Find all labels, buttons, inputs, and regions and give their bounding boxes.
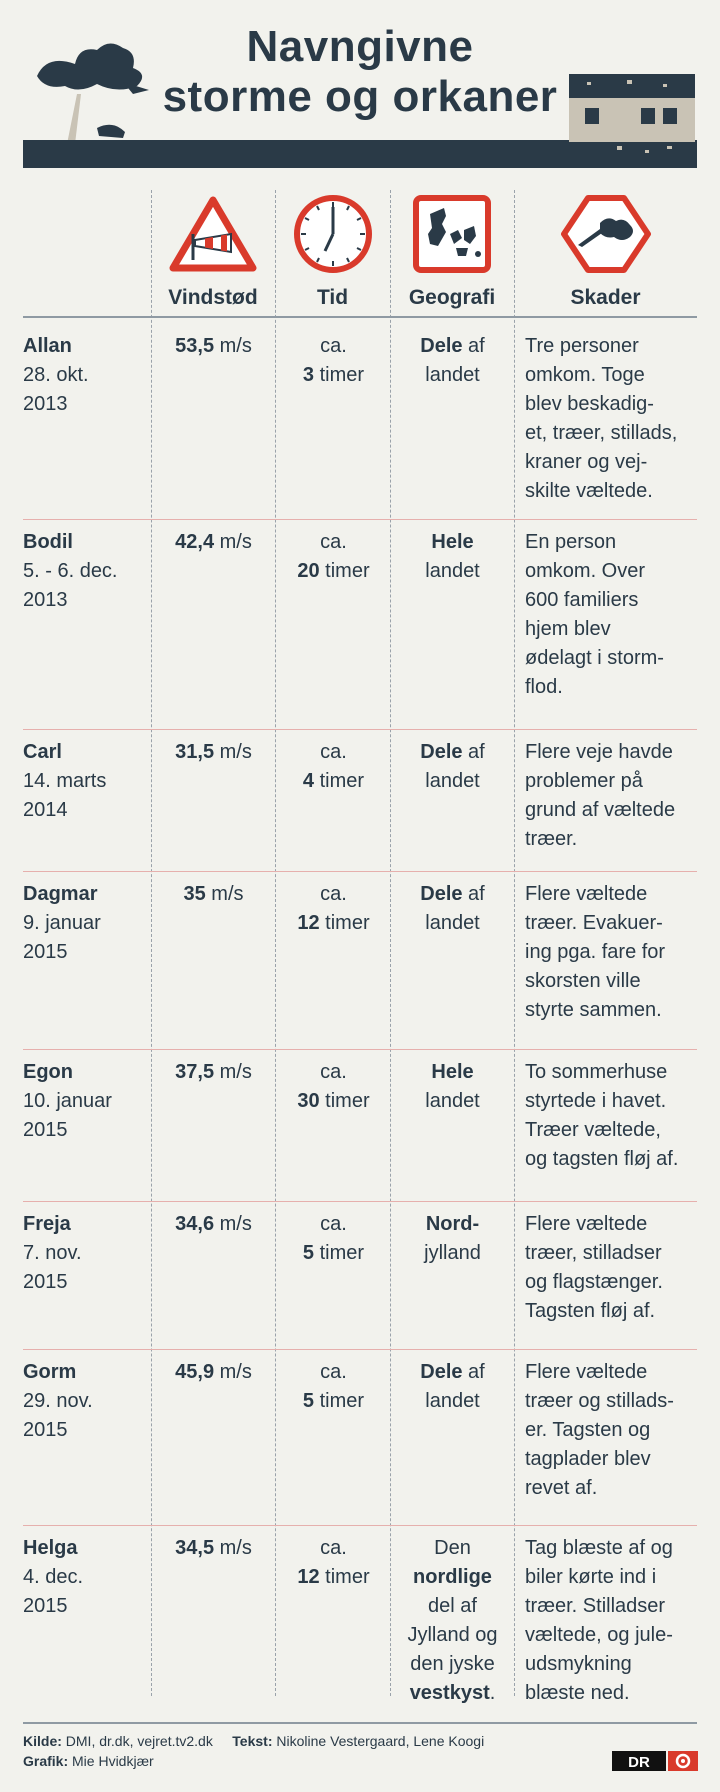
time-value: 5 (302, 1242, 315, 1264)
time-column-icon (275, 190, 390, 278)
damage-line: Tag blæste af og (525, 1537, 673, 1559)
damage-line: problemer på (525, 770, 643, 792)
storm-name: Gorm (23, 1361, 77, 1383)
geo-text: landet (425, 1090, 480, 1112)
damage-line: træer og stillads- (525, 1390, 674, 1412)
geo-text: Hele (431, 531, 474, 553)
damage-line: blev beskadig- (525, 393, 654, 415)
damage-column-icon (514, 190, 697, 278)
storm-date: 10. januar (23, 1090, 112, 1112)
geo-line (391, 767, 514, 796)
damage-line: træer. Stilladser (525, 1595, 666, 1617)
windsock-warning-icon (169, 194, 257, 274)
table-row (23, 1050, 697, 1202)
time-unit: timer (325, 912, 370, 934)
geo-line (391, 738, 514, 767)
table-row (23, 1350, 697, 1526)
time-prefix: ca. (320, 1537, 347, 1559)
column-header-geo: Geografi (408, 286, 496, 309)
time-value: 12 (297, 1566, 320, 1588)
geography-cell (391, 1210, 514, 1268)
dr-logo-text: DR (628, 1754, 650, 1771)
storm-date: 2015 (23, 941, 68, 963)
damage-line: Tre personer (525, 335, 639, 357)
source-text: DMI, dr.dk, vejret.tv2.dk (65, 1733, 213, 1749)
wind-column-icon (151, 190, 275, 278)
storm-name-cell (23, 1358, 151, 1445)
damage-cell (525, 1358, 701, 1503)
geo-line (391, 1650, 514, 1679)
duration-cell (276, 1058, 391, 1116)
time-value: 3 (302, 364, 315, 386)
geo-line (391, 1387, 514, 1416)
geo-line (391, 1592, 514, 1621)
wind-gust-cell (151, 738, 276, 767)
time-unit: timer (319, 1390, 365, 1412)
time-unit: timer (319, 1242, 365, 1264)
time-prefix: ca. (320, 1361, 347, 1383)
geo-column-icon (390, 190, 514, 278)
geo-text: den jyske (410, 1653, 495, 1675)
geo-line (391, 1358, 514, 1387)
wind-gust-cell (151, 1358, 276, 1387)
storm-name: Bodil (23, 531, 73, 553)
damage-line: omkom. Toge (525, 364, 645, 386)
wind-unit: m/s (219, 1213, 252, 1235)
wind-unit: m/s (219, 1537, 252, 1559)
geo-text: af (462, 1361, 485, 1383)
credits-line-1 (23, 1731, 484, 1751)
damage-line: ing pga. fare for (525, 941, 666, 963)
damage-line: Tagsten fløj af. (525, 1300, 656, 1322)
damage-cell (525, 738, 701, 854)
column-header-damage: Skader (570, 286, 641, 309)
damage-line: revet af. (525, 1477, 598, 1499)
geo-text: af (462, 741, 485, 763)
time-value: 20 (297, 560, 320, 582)
storm-date: 2015 (23, 1595, 68, 1617)
wind-value: 34,5 (175, 1537, 215, 1559)
duration-cell (276, 1534, 391, 1592)
damage-line: styrte sammen. (525, 999, 662, 1021)
header-divider (23, 316, 697, 318)
time-prefix: ca. (320, 741, 347, 763)
geo-text: landet (425, 1390, 480, 1412)
geo-line (391, 1534, 514, 1563)
time-prefix: ca. (320, 1061, 347, 1083)
storm-name-cell (23, 1210, 151, 1297)
storm-name: Allan (23, 335, 72, 357)
storm-date: 29. nov. (23, 1390, 93, 1412)
duration-cell (276, 528, 391, 586)
time-prefix: ca. (320, 335, 347, 357)
geo-text: Dele (420, 1361, 463, 1383)
storm-name-cell (23, 332, 151, 419)
time-value: 12 (297, 912, 320, 934)
wind-value: 37,5 (175, 1061, 215, 1083)
geo-text: landet (425, 912, 480, 934)
geo-text: . (489, 1682, 496, 1704)
duration-cell (276, 1210, 391, 1268)
text-label: Tekst: (232, 1733, 273, 1749)
damage-line: skilte væltede. (525, 480, 653, 502)
wind-gust-cell (151, 880, 276, 909)
duration-cell (276, 332, 391, 390)
storm-name-cell (23, 1534, 151, 1621)
geo-text: jylland (424, 1242, 481, 1264)
storm-date: 2015 (23, 1419, 68, 1441)
damage-line: grund af væltede (525, 799, 676, 821)
geo-line (391, 1679, 514, 1708)
damage-line: træer. (525, 828, 578, 850)
storm-name-cell (23, 880, 151, 967)
table-row (23, 872, 697, 1050)
storm-name: Dagmar (23, 883, 98, 905)
graphic-label: Grafik: (23, 1753, 69, 1769)
geo-text: Dele (420, 883, 463, 905)
geo-line (391, 1058, 514, 1087)
denmark-map-icon (412, 194, 492, 274)
damage-cell (525, 1534, 701, 1708)
storm-date: 28. okt. (23, 364, 89, 386)
geo-text: landet (425, 364, 480, 386)
text-credit: Nikoline Vestergaard, Lene Koogi (276, 1733, 485, 1749)
storm-name: Helga (23, 1537, 78, 1559)
damage-line: tagplader blev (525, 1448, 651, 1470)
table-row (23, 324, 697, 520)
dr-logo (612, 1749, 698, 1773)
geo-text: Jylland og (407, 1624, 498, 1646)
geo-line (391, 1563, 514, 1592)
wind-gust-cell (151, 1210, 276, 1239)
credits-line-2 (23, 1751, 484, 1771)
damage-line: hjem blev (525, 618, 611, 640)
geo-text: Nord- (425, 1213, 480, 1235)
damage-line: kraner og vej- (525, 451, 648, 473)
storm-name: Carl (23, 741, 62, 763)
damage-line: Flere veje havde (525, 741, 673, 763)
title-line-1: Navngivne (246, 22, 474, 71)
time-value: 5 (302, 1390, 315, 1412)
storm-name-cell (23, 1058, 151, 1145)
footer-credits (23, 1731, 484, 1771)
storm-date: 2015 (23, 1271, 68, 1293)
time-value: 30 (297, 1090, 320, 1112)
geo-text: nordlige (413, 1566, 492, 1588)
geo-line (391, 332, 514, 361)
geo-line (391, 1210, 514, 1239)
duration-cell (276, 1358, 391, 1416)
source-label: Kilde: (23, 1733, 62, 1749)
storm-date: 2014 (23, 799, 68, 821)
geography-cell (391, 332, 514, 390)
graphic-credit: Mie Hvidkjær (72, 1753, 154, 1769)
geo-line (391, 361, 514, 390)
storm-name-cell (23, 528, 151, 615)
storm-date: 2015 (23, 1119, 68, 1141)
damage-line: træer. Evakuer- (525, 912, 663, 934)
geo-text: af (462, 335, 485, 357)
geo-text: del af (428, 1595, 477, 1617)
geo-text: landet (425, 560, 480, 582)
time-prefix: ca. (320, 531, 347, 553)
wind-unit: m/s (219, 1061, 252, 1083)
geography-cell (391, 1358, 514, 1416)
damage-cell (525, 332, 701, 506)
damage-line: biler kørte ind i (525, 1566, 657, 1588)
damage-line: flod. (525, 676, 563, 698)
geo-line (391, 1087, 514, 1116)
damage-line: Flere væltede (525, 1361, 648, 1383)
table-row (23, 1202, 697, 1350)
geo-line (391, 880, 514, 909)
geo-line (391, 909, 514, 938)
footer-divider (23, 1722, 697, 1724)
damage-line: et, træer, stillads, (525, 422, 678, 444)
storm-date: 4. dec. (23, 1566, 84, 1588)
wind-unit: m/s (219, 335, 252, 357)
damage-line: og flagstænger. (525, 1271, 663, 1293)
wind-value: 35 (183, 883, 206, 905)
damage-line: blæste ned. (525, 1682, 630, 1704)
wind-unit: m/s (211, 883, 244, 905)
geography-cell (391, 880, 514, 938)
time-unit: timer (319, 770, 365, 792)
table-row (23, 520, 697, 730)
storm-name-cell (23, 738, 151, 825)
damage-cell (525, 1210, 701, 1326)
storm-date: 2013 (23, 393, 68, 415)
wind-gust-cell (151, 1058, 276, 1087)
geo-text: Dele (420, 335, 463, 357)
wind-gust-cell (151, 332, 276, 361)
wind-gust-cell (151, 1534, 276, 1563)
damage-line: 600 familiers (525, 589, 639, 611)
table-row (23, 730, 697, 872)
geo-text: af (462, 883, 485, 905)
geo-text: landet (425, 770, 480, 792)
damage-line: træer, stilladser (525, 1242, 662, 1264)
storm-date: 7. nov. (23, 1242, 82, 1264)
fallen-tree-icon (560, 193, 652, 275)
storm-name: Egon (23, 1061, 73, 1083)
time-unit: timer (325, 560, 370, 582)
wind-unit: m/s (219, 741, 252, 763)
damage-line: er. Tagsten og (525, 1419, 651, 1441)
time-unit: timer (319, 364, 365, 386)
damage-line: skorsten ville (525, 970, 641, 992)
storm-date: 5. - 6. dec. (23, 560, 118, 582)
duration-cell (276, 880, 391, 938)
time-prefix: ca. (320, 883, 347, 905)
damage-line: Træer væltede, (525, 1119, 661, 1141)
damage-cell (525, 528, 701, 702)
storm-date: 14. marts (23, 770, 107, 792)
storm-table (23, 190, 697, 1704)
geo-line (391, 1239, 514, 1268)
title-line-2: storme og orkaner (162, 72, 558, 121)
column-header-time: Tid (316, 286, 349, 309)
damage-line: omkom. Over (525, 560, 646, 582)
wind-gust-cell (151, 528, 276, 557)
geo-text: Den (434, 1537, 471, 1559)
damage-cell (525, 1058, 701, 1174)
geo-line (391, 1621, 514, 1650)
wind-value: 45,9 (175, 1361, 215, 1383)
time-unit: timer (325, 1566, 370, 1588)
damage-line: styrtede i havet. (525, 1090, 667, 1112)
geography-cell (391, 738, 514, 796)
geo-text: Hele (431, 1061, 474, 1083)
geo-line (391, 528, 514, 557)
damage-line: og tagsten fløj af. (525, 1148, 679, 1170)
storm-house-icon (567, 74, 697, 169)
time-value: 4 (302, 770, 315, 792)
geo-text: vestkyst (409, 1682, 490, 1704)
geo-text: Dele (420, 741, 463, 763)
geography-cell (391, 1534, 514, 1708)
geography-cell (391, 1058, 514, 1116)
storm-date: 9. januar (23, 912, 101, 934)
damage-line: Flere væltede (525, 1213, 648, 1235)
wind-unit: m/s (219, 531, 252, 553)
clock-icon (292, 193, 374, 275)
damage-line: To sommerhuse (525, 1061, 668, 1083)
table-row (23, 1526, 697, 1704)
wind-value: 42,4 (175, 531, 215, 553)
damage-cell (525, 880, 701, 1025)
wind-unit: m/s (219, 1361, 252, 1383)
damage-line: Flere væltede (525, 883, 648, 905)
column-header-wind: Vindstød (168, 286, 258, 309)
geo-line (391, 557, 514, 586)
wind-value: 53,5 (175, 335, 215, 357)
time-unit: timer (325, 1090, 370, 1112)
damage-line: ødelagt i storm- (525, 647, 664, 669)
damage-line: væltede, og jule- (525, 1624, 673, 1646)
storm-name: Freja (23, 1213, 71, 1235)
damage-line: En person (525, 531, 617, 553)
storm-date: 2013 (23, 589, 68, 611)
damage-line: udsmykning (525, 1653, 632, 1675)
wind-value: 31,5 (175, 741, 215, 763)
duration-cell (276, 738, 391, 796)
geography-cell (391, 528, 514, 586)
header (23, 14, 697, 169)
time-prefix: ca. (320, 1213, 347, 1235)
wind-value: 34,6 (175, 1213, 215, 1235)
